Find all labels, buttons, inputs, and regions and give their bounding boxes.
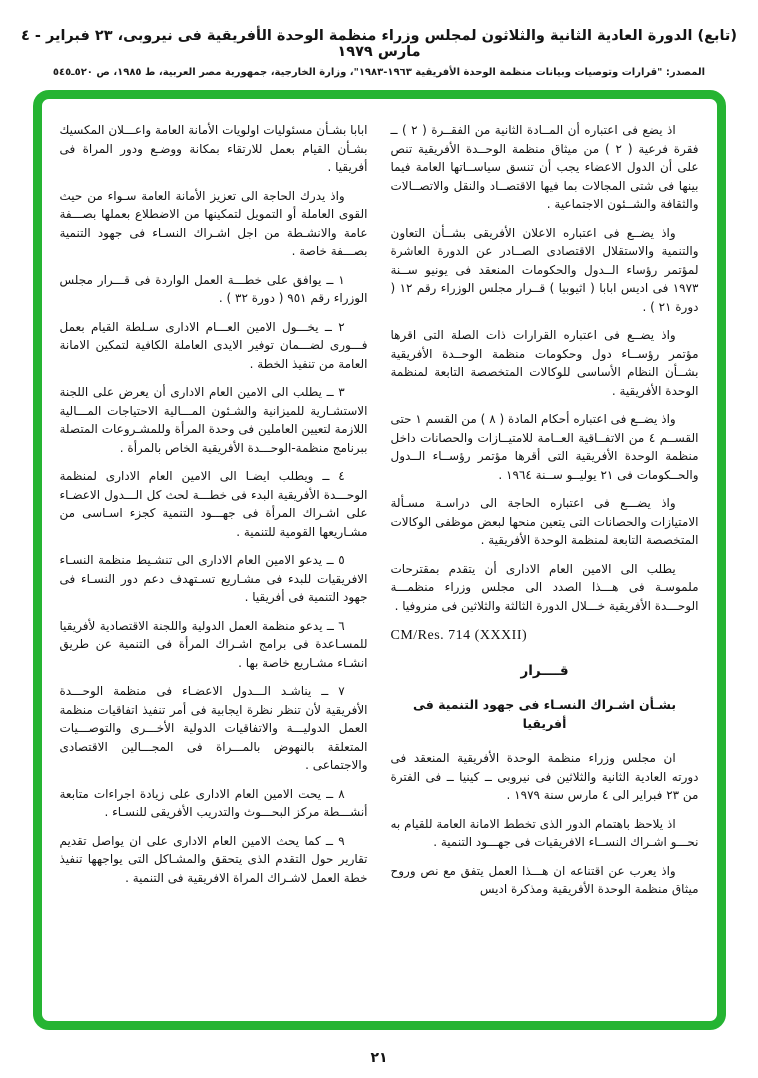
numbered-item: ٣ ــ يطلب الى الامين العام الادارى أن يعرض على اللجنة الاستشـارية للميزانية والشـئون المـــالية الاحتياجات المـــالية اللازمة لتعيين العاملين فى وحدة المرأة وللمشـروعات المتصلة ببرنامج منظمة-الوحـــدة الأفريقية الخاص بالمرأة . <box>59 385 368 455</box>
resolution-subject: بشـأن اشـراك النسـاء فى جهود التنمية فى أفريقيا <box>412 697 677 731</box>
resolution-heading: قــــرار <box>520 662 569 679</box>
numbered-item: ٨ ــ يحت الامين العام الادارى على زيادة اجراءات متابعة أنشـــطة مركز البحـــوث والتدريب الأفريقى للنسـاء . <box>59 786 368 819</box>
numbered-item: ٢ ــ يخـــول الامين العـــام الادارى سـلطة القيام بعمل فـــورى لضـــمان توفير الايدى العاملة الكافية لتمكين الامانة العامة من تنفيذ الخطة . <box>59 319 368 371</box>
paragraph: واذ يضـــع فى اعتباره الحاجة الى دراسـة مسـألة الامتيازات والحصانات التى يتعين منحها لبعض موظفى الوكالات المتخصصة التابعة لمنظمة الوحدة الأفريقية . <box>390 496 699 547</box>
paragraph: واذ يضــع فى اعتباره أحكام المادة ( ٨ ) من القسم ١ حتى القســم ٤ من الاتفــاقية العــامة للامتيــازات والحصانات داخل منظمة الوحدة الأفريقية التى أقرها مؤتمر رؤســاء الــدول والحــكومات فى ٢١ يوليــو ســنة ١٩٦٤ . <box>390 412 699 482</box>
numbered-item: ٧ ــ يناشـد الـــدول الاعضـاء فى منظمة الوحـــدة الأفريقية لأن تنظر نظرة ايجابية فى أمر تنفيذ اتفاقيات منظمة العمل الدوليـــة والاتفاقيات الدولية الأخـــرى والتوصـــيات المتعلقة بالنهوض بالمـــراة فى المجـــالين الاقتصادى والاجتماعى . <box>59 684 368 772</box>
paragraph: واذ يدرك الحاجة الى تعزيز الأمانة العامة سـواء من حيث القوى العاملة أو التمويل لتمكينها من الاضطلاع بعملها بصـــفة عامة والانشـطة من اجل اشـراك النسـاء فى جهود التنمية بصـــفة خاصة . <box>59 188 368 258</box>
numbered-item: ٩ ــ كما يحث الامين العام الادارى على ان يواصل تقديم تقارير حول التقدم الذى يتحقق والمشـاكل التى يواجهها تنفيذ خطة العمل لاشـراك المراة الافريقية فى التنمية . <box>59 833 368 885</box>
column-right <box>391 121 699 1011</box>
numbered-item: ٤ ــ ويطلب ايضـا الى الامين العام الادارى لمنظمة الوحـــدة الأفريقية البدء فى خطـــة لحث كل الـــدول الاعضـاء على اشـراك المرأة فى جهـــود التنمية كجزء اسـاسى من مشـاريعها القومية للتنمية . <box>59 469 368 539</box>
page-header <box>0 0 758 78</box>
column-left <box>60 121 368 1011</box>
session-title: (تابع) الدورة العادية الثانية والثلاثون لمجلس وزراء منظمة الوحدة الأفريقية فى نيروبى، ٢٣ فبراير - ٤ مارس ١٩٧٩ <box>21 28 737 60</box>
paragraph: ان مجلس وزراء منظمة الوحدة الأفريقية المنعقد فى دورته العادية الثانية والثلاثين فى نيروبى ــ كينيا ــ فى الفترة من ٢٣ فبراير الى ٤ مارس سنة ١٩٧٩ . <box>390 751 699 802</box>
document-frame <box>33 90 726 1030</box>
resolution-reference: CM/Res. 714 (XXXII) <box>390 628 528 643</box>
page-number: ٢١ <box>370 1050 388 1066</box>
numbered-item: ٥ ــ يدعو الامين العام الادارى الى تنشـيط منظمة النسـاء الافريقيات للبدء فى مشـاريع تسـتهدف دعم دور النسـاء فى جهود التنمية فى أفريقيا . <box>59 553 368 604</box>
paragraph: يطلب الى الامين العام الادارى أن يتقدم بمقترحات ملموسـة فى هـــذا الصدد الى مجلس وزراء منظمـــة الوحـــدة الأفريقية خـــلال الدورة الثالثة والثلاثين فى منروفيا . <box>390 561 699 613</box>
paragraph: واذ يعرب عن اقتناعه ان هـــذا العمل يتفق مع نص وروح ميثاق منظمة الوحدة الأفريقية ومذكرة اديس <box>390 863 699 896</box>
numbered-item: ٦ ــ يدعو منظمة العمل الدولية واللجنة الاقتصادية لأفريقيا للمسـاعدة فى برامج اشـراك المرأة فى التنمية عن طريق انشـاء مشـاريع خاصة بها . <box>59 618 368 670</box>
numbered-item: ١ ــ يوافق على خطـــة العمل الواردة فى قـــرار مجلس الوزراء رقم ٩٥١ ( دورة ٣٢ ) . <box>59 272 368 305</box>
paragraph: اذ يلاحظ باهتمام الدور الذى تخطط الامانة العامة للقيام به نحـــو اشـراك النســاء الافريقيات فى جهـــود التنمية . <box>390 816 699 849</box>
paragraph: واذ يضــع فى اعتباره القرارات ذات الصلة التى اقرها مؤتمر رؤســاء دول وحكومات منظمة الوحــدة الأفريقية بشــأن النظام الأساسى للوكالات المتخصصة التابعة لمنظمة الوحدة الأفريقية . <box>390 328 699 398</box>
paragraph: اذ يضع فى اعتباره أن المــادة الثانية من الفقــرة ( ٢ ) ــ فقرة فرعية ( ٢ ) من ميثاق منظمة الوحــدة الأفريقية تنص على أن الدول الاعضاء يجب أن تنسق سياســاتها العامة فيما بينها فى شتى المجالات بما فيها الاقتصــاد والنقل والاتصــالات والثقافة والشــئون الاجتماعية . <box>390 123 699 211</box>
source-citation: المصدر: "قرارات وتوصيات وبيانات منظمة الوحدة الأفريقية ١٩٦٣-١٩٨٣"، وزارة الخارجية، جمهورية مصر العربية، ط ١٩٨٥، ص ٥٢٠ـ٥٤٥ <box>52 67 706 78</box>
paragraph: واذ يضــع فى اعتباره الاعلان الأفريقى بشــأن التعاون والتنمية والاستقلال الاقتصادى الصــادر عن الدورة العاشرة لمؤتمر رؤساء الــدول والحكومات المنعقد فى يونيو ســنة ١٩٧٣ فى اديس ابابا ( اثيوبيا ) قــرار مجلس الوزراء رقم ١٢ ( دورة ٢١ ) . <box>390 225 699 314</box>
paragraph: ابابا بشـأن مسئوليات اولويات الأمانة العامة واعـــلان المكسيك بشـأن القيام بعمل للارتقاء بمكانة ووضـع ودور المراة فى أفريقيا . <box>59 123 368 174</box>
